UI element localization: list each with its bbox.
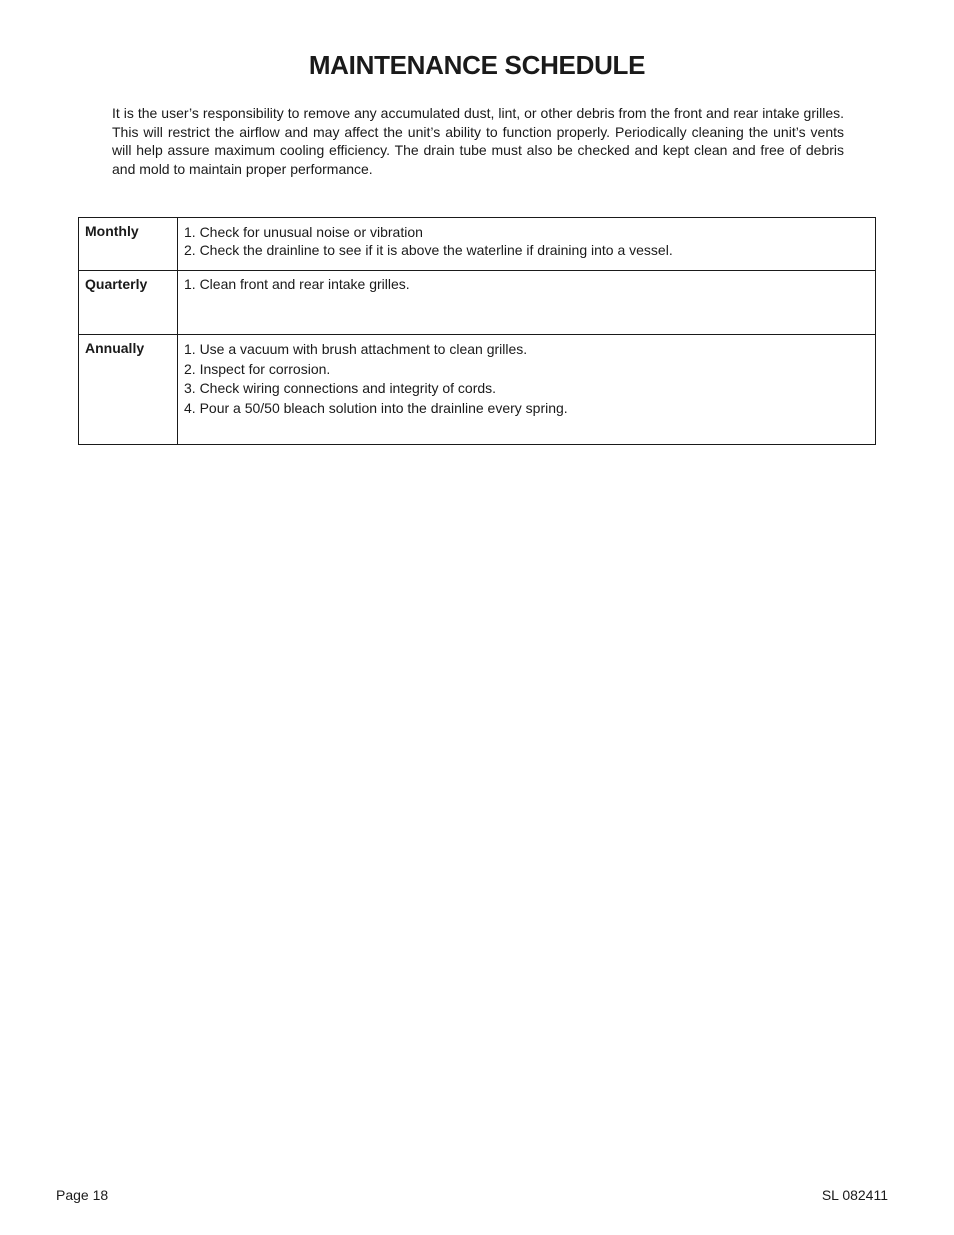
- tasks-cell: [178, 271, 876, 335]
- document-code: SL 082411: [821, 1187, 888, 1203]
- task-list: [184, 276, 869, 292]
- maintenance-schedule-table: [78, 217, 876, 445]
- page-number: Page 18: [56, 1187, 109, 1203]
- period-cell: Monthly: [79, 218, 178, 271]
- task-item: 3. Check wiring connections and integrity of cords.: [184, 380, 497, 396]
- period-cell: Quarterly: [79, 271, 178, 335]
- intro-paragraph: It is the user’s responsibility to remove any accumulated dust, lint, or other debris from the front and rear intake grilles. This will restrict the airflow and may affect the unit’s ability to function properly. Periodically cleaning the unit’s vents will help assure maximum cooling efficiency. The drain tube must also be checked and kept clean and free of debris and mold to maintain proper performance.: [112, 105, 844, 177]
- table-row-monthly: [79, 218, 876, 271]
- period-cell: Annually: [79, 335, 178, 445]
- task-item: 2. Check the drainline to see if it is above the waterline if draining into a vessel.: [184, 242, 673, 258]
- task-item: 1. Use a vacuum with brush attachment to clean grilles.: [184, 341, 528, 357]
- task-item: 1. Check for unusual noise or vibration: [184, 224, 423, 240]
- table-row-annually: [79, 335, 876, 445]
- tasks-cell: [178, 218, 876, 271]
- task-item: 1. Clean front and rear intake grilles.: [184, 276, 410, 292]
- table-row-quarterly: [79, 271, 876, 335]
- page-title: MAINTENANCE SCHEDULE: [308, 50, 646, 80]
- task-item: 4. Pour a 50/50 bleach solution into the drainline every spring.: [184, 399, 568, 416]
- task-list: [184, 340, 869, 418]
- task-list: [184, 223, 869, 259]
- tasks-cell: [178, 335, 876, 445]
- task-item: 2. Inspect for corrosion.: [184, 360, 331, 377]
